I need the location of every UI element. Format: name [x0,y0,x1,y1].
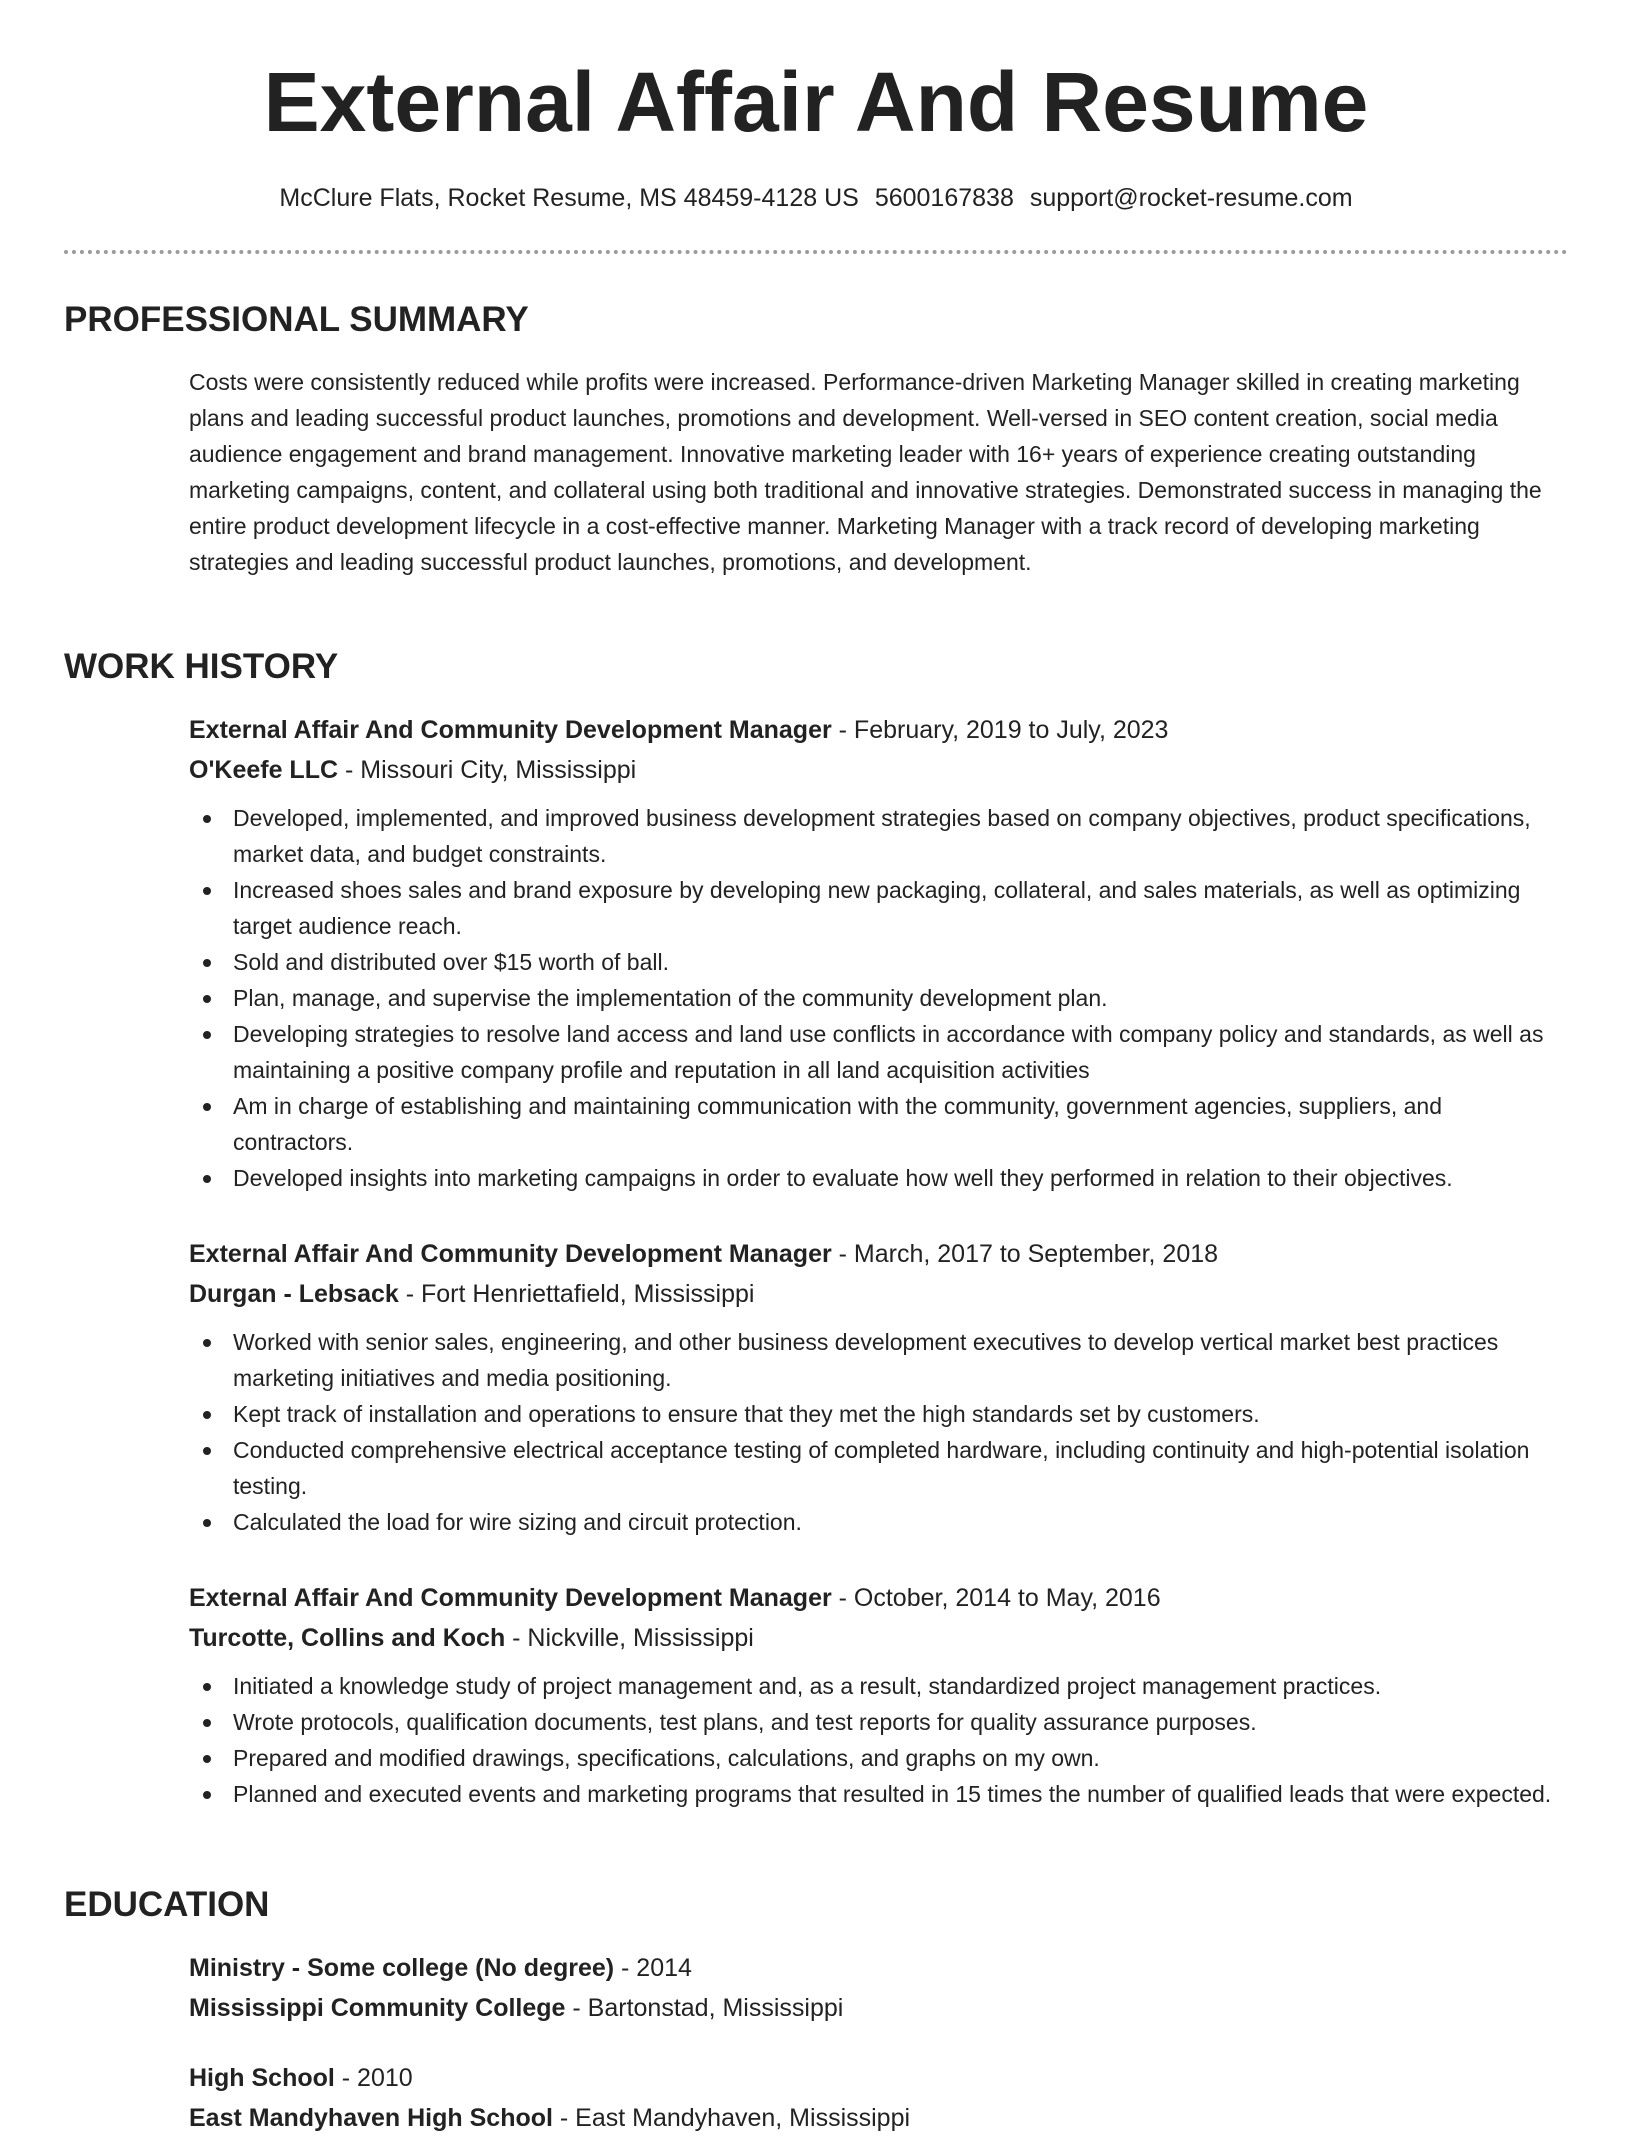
job-title-line [189,710,1559,750]
bullet-item: Developed, implemented, and improved business development strategies based on company objectives, product specifications, market data, and budget constraints. [233,800,1559,872]
bullet-item: Am in charge of establishing and maintaining communication with the community, government agencies, suppliers, and contractors. [233,1088,1559,1160]
contact-line [0,180,1632,216]
job-entry [189,1234,1559,1540]
education-school-line [189,2098,1559,2138]
bullet-item: Conducted comprehensive electrical acceptance testing of completed hardware, including continuity and high-potential isolation testing. [233,1432,1559,1504]
section-title-work: WORK HISTORY [64,647,339,686]
bullet-item: Developing strategies to resolve land access and land use conflicts in accordance with company policy and standards, as well as maintaining a positive company profile and reputation in all land acquisition activities [233,1016,1559,1088]
job-location: - Fort Henriettafield, Mississippi [398,1280,755,1308]
header-divider [64,250,1568,254]
job-dates: - February, 2019 to July, 2023 [831,716,1169,744]
job-title-line [189,1578,1559,1618]
bullet-item: Developed insights into marketing campaigns in order to evaluate how well they performed in relation to their objectives. [233,1160,1559,1196]
job-entry [189,710,1559,1196]
job-role: External Affair And Community Development Manager [189,716,832,744]
job-entry [189,1578,1559,1812]
bullet-item: Initiated a knowledge study of project management and, as a result, standardized project management practices. [233,1668,1559,1704]
education-entry [189,1948,1559,2028]
bullet-item: Prepared and modified drawings, specifications, calculations, and graphs on my own. [233,1740,1559,1776]
contact-email: support@rocket-resume.com [1029,184,1353,212]
section-title-summary: PROFESSIONAL SUMMARY [64,300,529,339]
education-school: East Mandyhaven High School [189,2104,553,2132]
job-company: O'Keefe LLC [189,756,339,784]
education-location: - Bartonstad, Mississippi [565,1994,844,2022]
resume-name: External Affair And Resume [263,55,1369,149]
bullet-item: Worked with senior sales, engineering, and other business development executives to develop vertical market best practices marketing initiatives and media positioning. [233,1324,1559,1396]
job-title-line [189,1234,1559,1274]
education-school-line [189,1988,1559,2028]
education-degree-line [189,2058,1559,2098]
education-degree: Ministry - Some college (No degree) [189,1954,615,1982]
summary-text: Costs were consistently reduced while profits were increased. Performance-driven Marketing Manager skilled in creating marketing plans and leading successful product launches, promotions and development. Well-versed in SEO content creation, social media audience engagement and brand management. Innovative marketing leader with 16+ years of experience creating outstanding marketing campaigns, content, and collateral using both traditional and innovative strategies. Demonstrated success in managing the entire product development lifecycle in a cost-effective manner. Marketing Manager with a track record of developing marketing strategies and leading successful product launches, promotions, and development. [189,369,1542,575]
job-bullets [189,1668,1559,1812]
section-title-education: EDUCATION [64,1885,270,1924]
job-bullets [189,800,1559,1196]
bullet-item: Planned and executed events and marketing programs that resulted in 15 times the number of qualified leads that were expected. [233,1776,1559,1812]
job-location: - Nickville, Mississippi [505,1624,754,1652]
job-company-line [189,1274,1559,1314]
bullet-item: Calculated the load for wire sizing and circuit protection. [233,1504,1559,1540]
education-degree: High School [189,2064,335,2092]
education-school: Mississippi Community College [189,1994,566,2022]
education-entry [189,2058,1559,2138]
education-year: - 2010 [334,2064,413,2092]
job-role: External Affair And Community Development Manager [189,1240,832,1268]
job-bullets [189,1324,1559,1540]
job-dates: - October, 2014 to May, 2016 [831,1584,1161,1612]
bullet-item: Kept track of installation and operations to ensure that they met the high standards set by customers. [233,1396,1559,1432]
job-location: - Missouri City, Mississippi [338,756,637,784]
bullet-item: Wrote protocols, qualification documents, test plans, and test reports for quality assurance purposes. [233,1704,1559,1740]
bullet-item: Plan, manage, and supervise the implementation of the community development plan. [233,980,1559,1016]
bullet-item: Increased shoes sales and brand exposure by developing new packaging, collateral, and sales materials, as well as optimizing target audience reach. [233,872,1559,944]
job-company-line [189,1618,1559,1658]
job-role: External Affair And Community Development Manager [189,1584,832,1612]
job-company-line [189,750,1559,790]
summary-section [189,364,1559,580]
education-year: - 2014 [614,1954,692,1982]
education-degree-line [189,1948,1559,1988]
contact-phone: 5600167838 [874,184,1014,212]
education-location: - East Mandyhaven, Mississippi [552,2104,911,2132]
job-company: Durgan - Lebsack [189,1280,399,1308]
job-dates: - March, 2017 to September, 2018 [831,1240,1219,1268]
bullet-item: Sold and distributed over $15 worth of ball. [233,944,1559,980]
contact-address: McClure Flats, Rocket Resume, MS 48459-4128 US [279,184,859,212]
job-company: Turcotte, Collins and Koch [189,1624,506,1652]
